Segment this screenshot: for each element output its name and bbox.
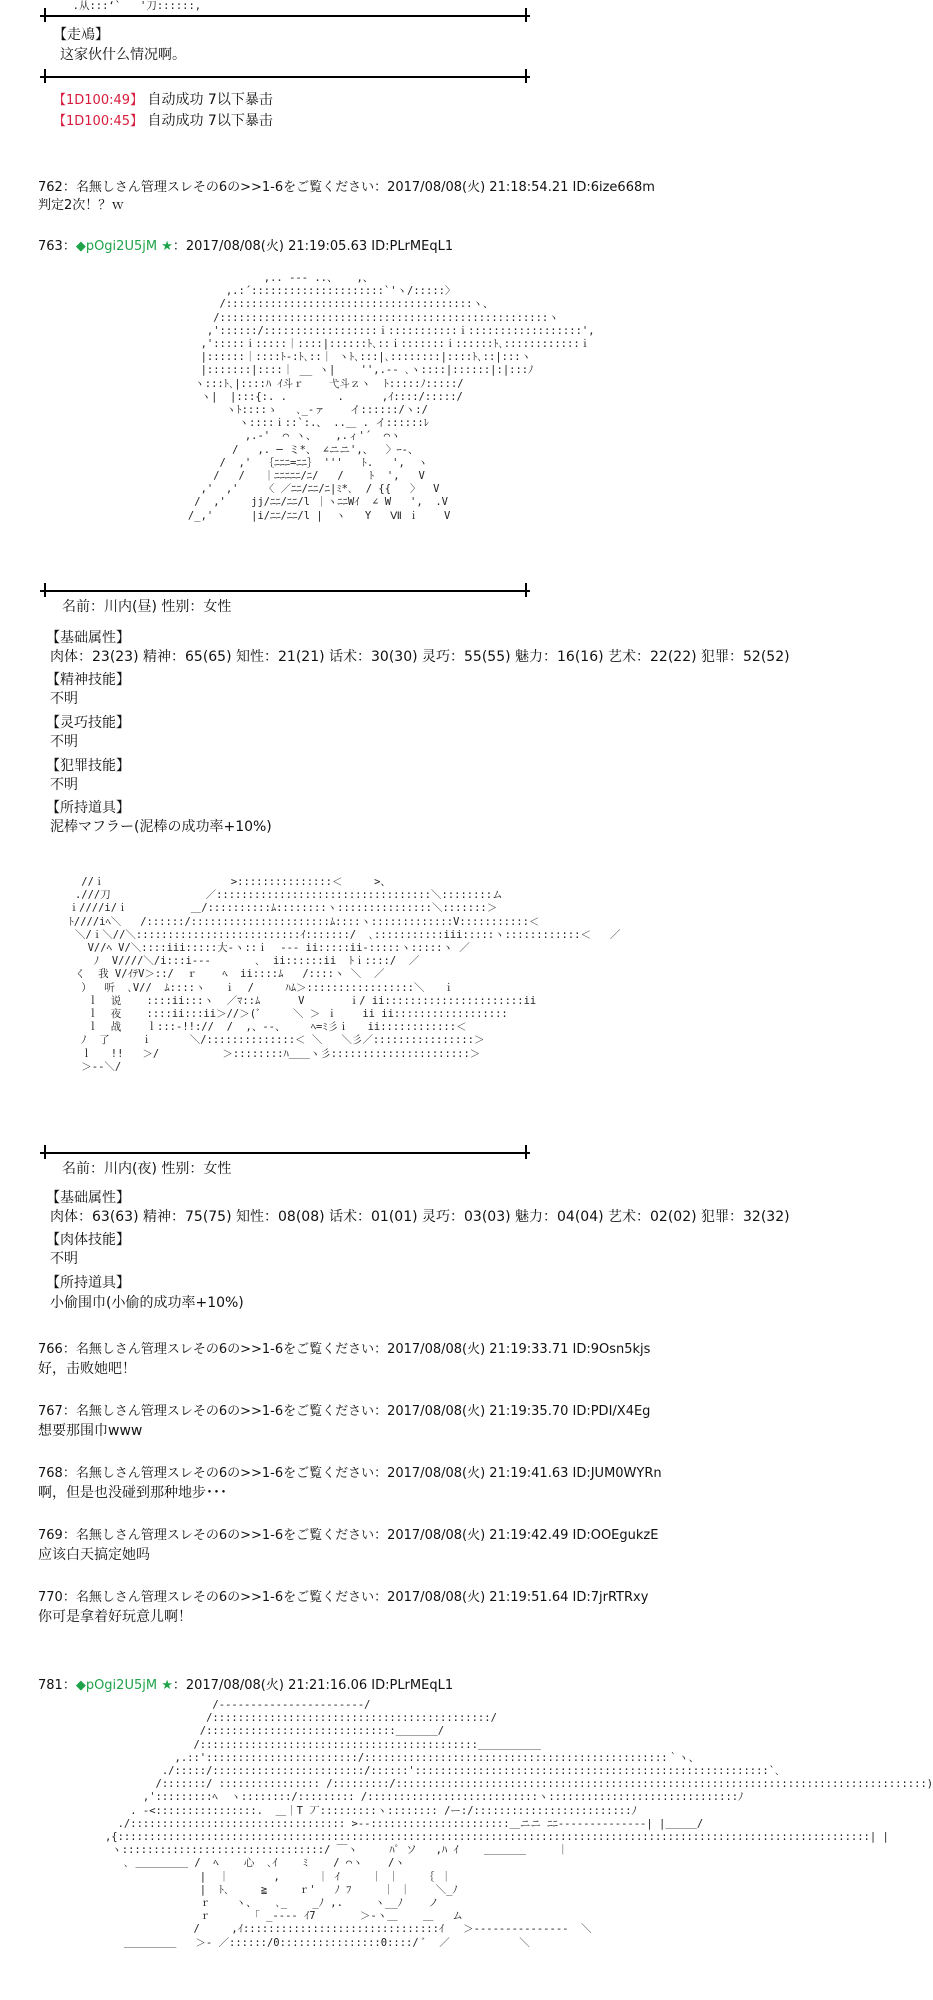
post-body-766: 好，击败她吧！ [38,1361,136,1377]
dice-text: 自动成功 7以下暴击 [147,92,273,108]
tripcode: ◆pOgi2U5jM ★ [75,239,173,254]
divider-tick [525,8,527,22]
char-night-item-value: 小偷围巾(小偷的成功率+10%) [50,1295,244,1311]
dice-roll-1 [53,91,273,110]
char-night-name: 名前：川内(夜) 性别：女性 [62,1161,232,1177]
post-header-766: 766：名無しさん管理スレその6の>>1-6をご覧ください：2017/08/08(火) 21:19:33.71 ID:9Osn5kjs [38,1342,651,1357]
char-night-attr-title: 【基础属性】 [46,1190,130,1206]
char-day-skill1-title: 【精神技能】 [46,672,130,688]
tripcode: ◆pOgi2U5jM ★ [75,1678,173,1693]
char-day-attr-title: 【基础属性】 [46,630,130,646]
char-night-skill1-value: 不明 [50,1251,78,1267]
ascii-art-sendai-night: //ｉ >:::::::::::::::＜ >、 .///刀 ／::::::::::::::::::::::::::::::::::＼::::::::ム ｉ////i/ｉ ＿/::::::::::ﾑ::::::::ヽ:::::::::::::::＼:::::::＞ ﾄ////iﾍ＼ /::::::/::::::::::::::::::::::ﾑ::::ヽ:::::::::::::V:::::::::::＜ ＼/ｉ＼//＼::::::::::::::::::::::::::ｲ:::::::/ ､:::::::::::iii:::::ヽ::::::::::::＜ ／ V//ﾍ V/＼::::iii:::::大-ヽ::ｉ ‐‐‐ ii:::::ii-:::::ヽ:::::ヽ ／ ﾉ V////＼/i:::i‐‐- ､ ii::::::ii ﾄｉ::::/ ／ く 我 V/ｲﾃV＞::/ ｒ ﾍ ii::::ﾑ /::::ヽ ＼ ／ ） 听 ､V// ﾑ::::ヽ ｉ / ﾊﾑ＞:::::::::::::::::＼ ｉ ｌ 说 ::::ii:::ヽ ／ﾏ::ﾑ V ｉ/ ii::::::::::::::::::::::ii ｌ 夜 ::::ii:::ii＞//＞(ﾞ ＼ ＞ ｉ ii ii:::::::::::::::::: ｌ 战 ｌ:::‐!!:// / ,、‐‐、 ﾍ=ﾐ彡ｉ ii::::::::::::＜ ﾉ 了 ｉ ＼/::::::::::::::＜ ＼ ＼彡／::::::::::::::::＞ ｌ !! ＞/ ＞::::::::ﾊ＿＿ヽ彡::::::::::::::::::::::＞ ＞‐‐＼/ [68,876,621,1073]
post-meta: ：2017/08/08(火) 21:21:16.06 ID:PLrMEqL1 [172,1678,454,1693]
post-header-762: 762：名無しさん管理スレその6の>>1-6をご覧ください：2017/08/08(火) 21:18:54.21 ID:6ize668m [38,180,655,195]
post-header-781 [38,1677,453,1695]
char-day-skill3-value: 不明 [50,777,78,793]
dice-roll-2 [53,112,273,131]
char-night-attrs: 肉体：63(63) 精神：75(75) 知性：08(08) 话术：01(01) 灵巧：03(03) 魅力：04(04) 艺术：02(02) 犯罪：32(32) [50,1209,790,1225]
post-header-768: 768：名無しさん管理スレその6の>>1-6をご覧ください：2017/08/08(火) 21:19:41.63 ID:JUM0WYRn [38,1466,662,1481]
post-header-770: 770：名無しさん管理スレその6の>>1-6をご覧ください：2017/08/08(火) 21:19:51.64 ID:7jrRTRxy [38,1590,649,1605]
char-night-skill1-title: 【肉体技能】 [46,1232,130,1248]
post-body-767: 想要那围巾www [38,1423,143,1439]
divider-rule [40,1152,530,1154]
post-header-763 [38,238,453,256]
post-header-767: 767：名無しさん管理スレその6の>>1-6をご覧ください：2017/08/08(火) 21:19:35.70 ID:PDI/X4Eg [38,1404,651,1419]
char-day-name: 名前：川内(昼) 性别：女性 [62,599,232,615]
divider-tick [44,583,46,597]
post-meta: ：2017/08/08(火) 21:19:05.63 ID:PLrMEqL1 [172,239,454,254]
top-ascii-fragment: .从:::‘` '刀::::::, [60,0,202,12]
dice-text: 自动成功 7以下暴击 [147,113,273,129]
post-number: 763： [38,239,76,254]
char-day-skill2-value: 不明 [50,734,78,750]
divider-tick [44,8,46,22]
char-day-skill2-title: 【灵巧技能】 [46,715,130,731]
divider-tick [525,69,527,83]
divider-tick [44,1145,46,1159]
divider-tick [525,583,527,597]
post-header-769: 769：名無しさん管理スレその6の>>1-6をご覧ください：2017/08/08(火) 21:19:42.49 ID:OOEgukzE [38,1528,659,1543]
char-day-attrs: 肉体：23(23) 精神：65(65) 知性：21(21) 话术：30(30) 灵巧：55(55) 魅力：16(16) 艺术：22(22) 犯罪：52(52) [50,649,790,665]
post-body-762: 判定2次！？ｗ [38,198,125,213]
char-day-item-value: 泥棒マフラー(泥棒の成功率+10%) [50,819,272,835]
dice-tag: 【1D100:49】 [53,93,144,108]
char-night-item-title: 【所持道具】 [46,1275,130,1291]
divider-tick [44,69,46,83]
divider-rule [40,15,530,17]
char-day-skill1-value: 不明 [50,691,78,707]
divider-tick [525,1145,527,1159]
post-body-769: 应该白天搞定她吗 [38,1547,150,1563]
divider-rule [40,590,530,592]
ascii-art-sendai-day: ,.. ‐-‐ ..、 ,、 ,.:´:::::::::::::::::::::`'ヽ/:::::〉 /:::::::::::::::::::::::::::::::::::::::ヽ、 /::::::::::::::::::::::::::::::::::::::::::::::::::::ヽ ,'::::::/::::::::::::::::::ｉ:::::::::::ｉ::::::::::::::::::', ,':::::ｉ:::::｜::::|::::::ﾄ､::ｉ:::::::ｉ::::::ﾄ､::::::::::::ｉ |::::::｜::::ﾄ-:ﾄ､::｜ ヽﾄ､:::|､::::::::|::::ﾄ､::|:::ヽ |:::::::|::::｜ __ ヽ| '',.‐‐ ､ヽ::::|::::::|:|:::ﾉ ヽ:::ﾄ､|::::ﾊ ｲ斗ｒ 弋斗ｚヽ ﾄ:::::ﾉ:::::/ ヽ| |:::{:. . . ,ｲ::::/:::::/ ヽﾄ::::ゝ ､_‐ァ イ::::::/ヽ:/ ヽ::::ｉ::`:.、 ..＿ . イ::::::ﾚ ,.‐' ⌒ ヽ、 ,.ィ'´ ⌒ヽ / ,. ─ ミ*、 ∠ニニ',、 〉ｰ-、 / ,' ｛ﾆﾆﾆ=ﾆﾆ｝ ''' ﾄ. ', ヽ / / ｜ﾆﾆﾆﾆﾆ/ﾆ/ / ﾄ ', V ,' ,' 〈 ／ﾆﾆ/ﾆﾆ/ﾆ|ﾐ*､ / {{ 〉 V / ,' jj/ﾆﾆ/ﾆﾆ/l ｜ヽﾆﾆWｲ ∠ W ', .V /_,' |i/ﾆﾆ/ﾆﾆ/l | ヽ Y Ⅶ ｉ V [187,272,595,522]
box-title: 【走鳰】 [53,27,109,43]
box-text: 这家伙什么情况啊。 [60,47,186,63]
divider-rule [40,76,530,78]
post-body-770: 你可是拿着好玩意儿啊！ [38,1609,192,1625]
dice-tag: 【1D100:45】 [53,114,144,129]
char-day-item-title: 【所持道具】 [46,800,130,816]
post-body-768: 啊，但是也没碰到那种地步･･･ [38,1485,227,1501]
ascii-art-781: /‐‐‐‐‐‐‐‐‐‐‐‐‐‐‐‐‐‐‐‐‐‐‐/ /::::::::::::::::::::::::::::::::::::::::::::/ /::::::::::::::::::::::::::::::＿＿＿＿/ /::::::::::::::::::::::::::::::::::::::::::::＿＿＿＿＿＿ ,.::'::::::::::::::::::::::::/::::::::::::::::::::::::::::::::::::::::::::::::｀ヽ、 ./:::::/::::::::::::::::::::::::/::::::'::::::::::::::::::::::::::::::::::::::::::::::::::::::::`､ /:::::::/ :::::::::::::::: /:::::::::/::::::::::::::::::::::::::::::::::::::::::::::::::::::::::::::::::::::::::::::::::::) ,':::::::::ﾍ ヽ::::::::/::::::::: /:::::::::::::::::::::::::::ヽ::::::::::::::::::::::::::::::ﾉ . ‐<::::::::::::::::. ＿｜T 丆:::::::::ヽ:::::::: /ー:/:::::::::::::::::::::::::ﾉ ./:::::::::::::::::::::::::::::::::: >‐-::::::::::::::::::::::＿ニニ ﾆﾆ‐‐‐‐‐‐‐‐‐‐‐‐‐‐| |＿＿＿/ ,{:::::::::::::::::::::::::::::::::::::::::::::::::::::::::::::::::::::::::::::::::::::::::::::::::::::::::::::::::::::::| | ヽ::::::::::::::::::::::::::::::::/ ￣ヽ ﾊﾟ ソ ,ﾊ ｲ ＿＿＿＿ ｜ ､ ＿＿＿＿＿ / ﾍ 心 ､ｲ ﾐ / ⌒ヽ /ヽ | ｜ , ｜ ｲ ｜ ｜ ｛ ｜ | ﾄ､ ≧ ｒ' ﾉ ﾌ ｜ ｜ ＼_ﾉ ｒ ヽ、 ､_ _ﾉ ,. ヽ__ﾉ ノ ｒ ｢ _‐‐‐‐ ｲ7 ＞‐ヽ＿ ＿ ム / ,ｲ:::::::::::::::::::::::::::::::ｲ ＞‐‐‐‐‐‐‐‐‐‐‐‐‐‐‐ ＼ ＿＿＿＿＿ ＞‐ ／::::::/0::::::::::::::::0::::/ ﾞ ／ ＼ [104,1699,933,1949]
post-number: 781： [38,1678,76,1693]
char-day-skill3-title: 【犯罪技能】 [46,758,130,774]
